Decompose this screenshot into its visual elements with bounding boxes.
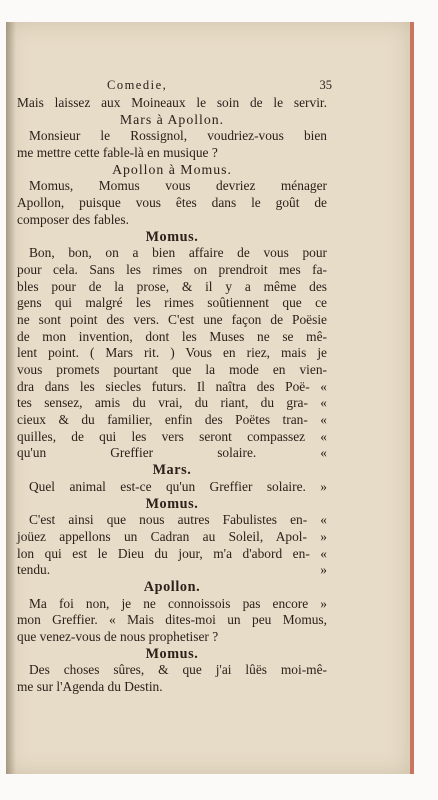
text-line: Momus, Momus vous devriez ménager bbox=[29, 178, 327, 194]
text-line: vous promets pourtant que la mode en vien- bbox=[17, 362, 327, 377]
text-line: Mais laissez aux Moineaux le soin de le servir. bbox=[17, 95, 327, 110]
text-line: Ma foi non, je ne connoissois pas encore » bbox=[29, 595, 327, 611]
page-gutter-shadow bbox=[6, 22, 16, 774]
text-line: C'est ainsi que nous autres Fabulistes en- « bbox=[29, 512, 327, 528]
text-line: ne sont point des vers. C'est une façon de Poësie bbox=[17, 311, 327, 327]
text-line: lent point. ( Mars rit. ) Vous en riez, mais je bbox=[17, 345, 327, 361]
page-header bbox=[17, 78, 332, 95]
text-line: joüez appellons un Cadran au Soleil, Apol- » bbox=[17, 528, 327, 544]
text-line: Mars. bbox=[152, 462, 192, 479]
text-line: Apollon, puisque vous êtes dans le goût de bbox=[17, 195, 327, 211]
text-line: Apollon à Momus. bbox=[112, 161, 232, 177]
text-line: tendu. » bbox=[17, 562, 327, 578]
text-line: Des choses sûres, & que j'ai lûës moi-mê- bbox=[29, 662, 327, 678]
text-line: Momus. bbox=[145, 645, 199, 662]
text-line: Momus. bbox=[145, 495, 199, 512]
text-line: quilles, de qui les vers seront compassez « bbox=[17, 428, 327, 444]
text-line: me sur l'Agenda du Destin. bbox=[17, 679, 163, 695]
text-line: Bon, bon, on a bien affaire de vous pour bbox=[29, 245, 327, 261]
text-line: Momus. bbox=[145, 228, 199, 245]
text-line: bles pour de la prose, & il y a même des bbox=[17, 278, 327, 294]
text-line: pour cela. Sans les rimes on prendroit mes fa- bbox=[17, 261, 327, 277]
running-head: Comedie, bbox=[107, 78, 168, 92]
page-red-edge bbox=[410, 22, 414, 774]
text-line: Apollon. bbox=[143, 578, 201, 595]
text-line: me mettre cette fable-là en musique ? bbox=[17, 145, 218, 161]
text-line: qu'un Greffier solaire. « bbox=[17, 445, 327, 461]
text-line: tes sensez, amis du vrai, du riant, du gra- « bbox=[17, 395, 327, 411]
text-line: dra dans les siecles futurs. Il naîtra des Poë- « bbox=[17, 378, 327, 394]
text-line: lon qui est le Dieu du jour, m'a d'abord en- « bbox=[17, 545, 327, 561]
page-text bbox=[17, 95, 327, 696]
text-line: mon Greffier. « Mais dites-moi un peu Momus, bbox=[17, 612, 327, 628]
text-line: de mon invention, dont les Muses ne se mê- bbox=[17, 328, 327, 344]
text-line: gens qui malgré les rimes soûtiennent que ce bbox=[17, 295, 327, 311]
page-number: 35 bbox=[319, 78, 332, 92]
text-line: que venez-vous de nous prophetiser ? bbox=[17, 629, 219, 644]
text-line: cieux & du familier, enfin des Poëtes tran- « bbox=[17, 412, 327, 428]
text-line: Quel animal est-ce qu'un Greffier solaire. » bbox=[29, 478, 327, 494]
text-line: composer des fables. bbox=[17, 211, 129, 227]
text-line: Monsieur le Rossignol, voudriez-vous bien bbox=[29, 128, 327, 144]
text-line: Mars à Apollon. bbox=[119, 111, 225, 127]
